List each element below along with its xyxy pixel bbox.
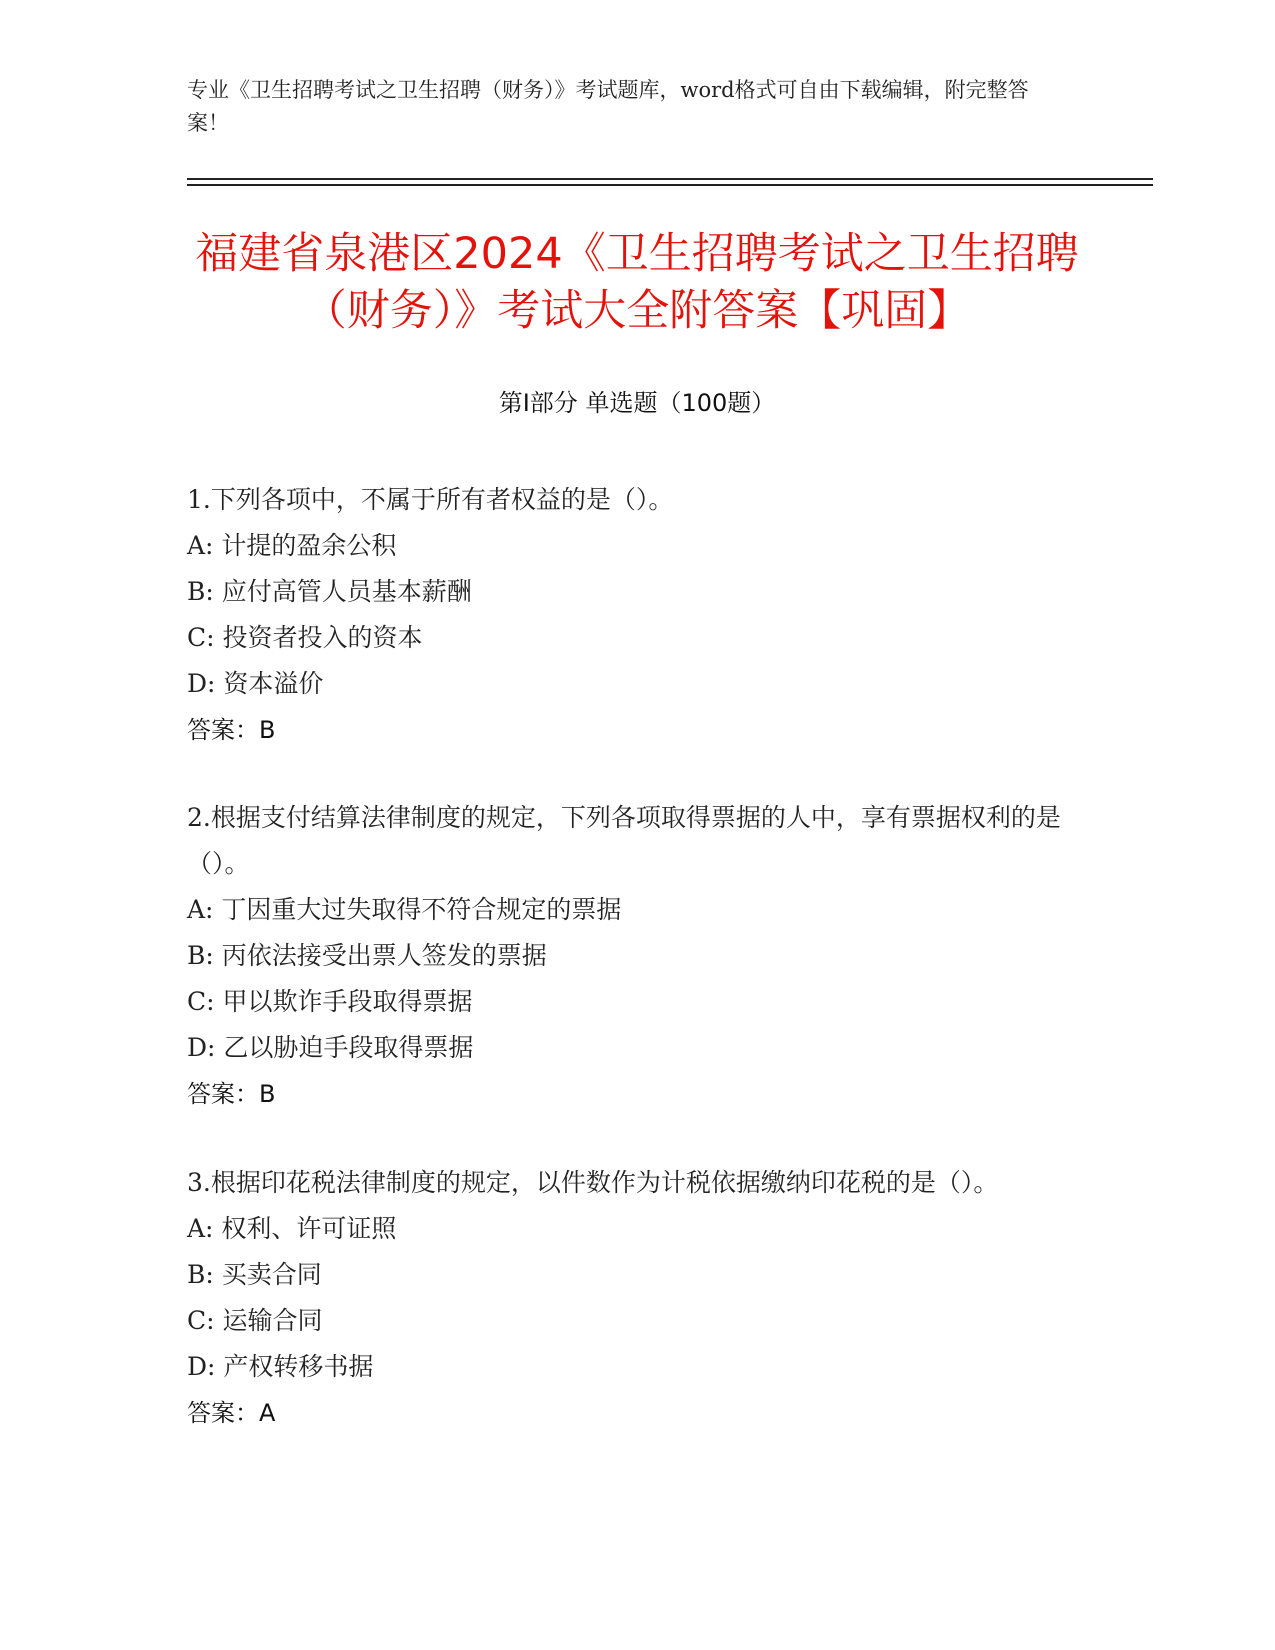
header-divider-top [187, 178, 1153, 180]
option-d: D: 产权转移书据 [187, 1352, 374, 1381]
answer: 答案：B [187, 1080, 276, 1108]
question-1 [187, 477, 1067, 753]
question-3 [187, 1160, 1067, 1436]
document-title: 福建省泉港区2024《卫生招聘考试之卫生招聘（财务）》考试大全附答案【巩固】 [195, 229, 1079, 336]
option-c: C: 投资者投入的资本 [187, 623, 423, 652]
option-a: A: 权利、许可证照 [187, 1214, 397, 1243]
option-a: A: 丁因重大过失取得不符合规定的票据 [187, 895, 622, 924]
option-b: B: 买卖合同 [187, 1260, 322, 1289]
option-c: C: 运输合同 [187, 1306, 323, 1335]
option-d: D: 乙以胁迫手段取得票据 [187, 1033, 474, 1062]
option-b: B: 应付高管人员基本薪酬 [187, 577, 472, 606]
option-a: A: 计提的盈余公积 [187, 531, 397, 560]
question-2 [187, 795, 1067, 1117]
option-b: B: 丙依法接受出票人签发的票据 [187, 941, 547, 970]
header-divider-bottom [187, 184, 1153, 186]
option-d: D: 资本溢价 [187, 669, 324, 698]
answer: 答案：B [187, 716, 276, 744]
option-c: C: 甲以欺诈手段取得票据 [187, 987, 473, 1016]
question-stem: 1.下列各项中，不属于所有者权益的是（）。 [187, 485, 674, 514]
intro-note: 专业《卫生招聘考试之卫生招聘（财务）》考试题库，word格式可自由下载编辑，附完整答案！ [187, 78, 1029, 135]
section-title: 第I部分 单选题（100题） [498, 389, 776, 417]
answer: 答案：A [187, 1399, 276, 1427]
question-stem: 2.根据支付结算法律制度的规定，下列各项取得票据的人中，享有票据权利的是（）。 [187, 803, 1061, 878]
question-stem: 3.根据印花税法律制度的规定，以件数作为计税依据缴纳印花税的是（）。 [187, 1168, 999, 1197]
